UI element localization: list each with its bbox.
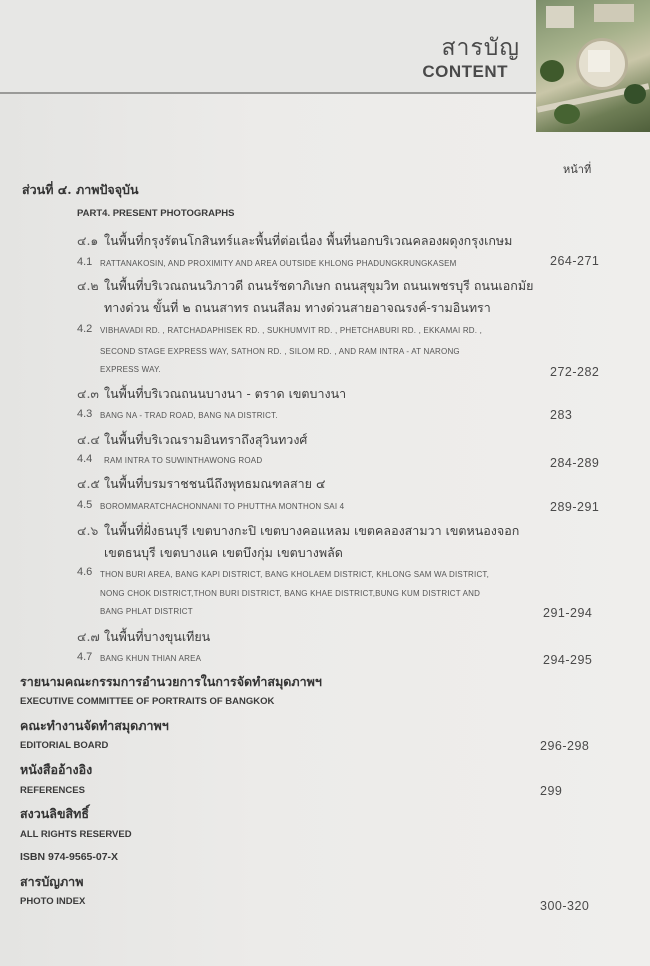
section-title-en: BANG NA - TRAD ROAD, BANG NA DISTRICT. [100,411,278,420]
section-pages: 289-291 [550,500,600,514]
section-number-thai: ๔.๖ [77,523,99,538]
section-title-en-cont: SECOND STAGE EXPRESS WAY, SATHON RD. , SILOM RD. , AND RAM INTRA - AT NARONG [100,347,460,356]
section-title-en-cont: BANG PHLAT DISTRICT [100,607,193,616]
section-title-en-cont: EXPRESS WAY. [100,365,161,374]
section-title-en: BOROMMARATCHACHONNANI TO PHUTTHA MONTHON SAI 4 [100,502,345,511]
aerial-photo [536,0,650,132]
section-title-thai: ในพื้นที่บริเวณถนนบางนา - ตราด เขตบางนา [104,386,347,401]
section-title-thai-cont: ทางด่วน ขั้นที่ ๒ ถนนสาทร ถนนสีลม ทางด่วนสายอาจณรงค์-รามอินทรา [104,300,491,315]
entry-title-thai: สงวนลิขสิทธิ์ [20,806,90,821]
isbn: ISBN 974-9565-07-X [20,851,119,863]
entry-title-thai: คณะทำงานจัดทำสมุดภาพฯ [20,718,169,733]
section-number-en: 4.2 [77,323,93,335]
section-title-thai: ในพื้นที่บริเวณถนนวิภาวดี ถนนรัชดาภิเษก ถนนสุขุมวิท ถนนเพชรบุรี ถนนเอกมัย [104,278,534,293]
section-title-en: RAM INTRA TO SUWINTHAWONG ROAD [104,456,263,465]
part-heading-en: PART4. PRESENT PHOTOGRAPHS [77,208,235,219]
entry-title-en: EXECUTIVE COMMITTEE OF PORTRAITS OF BANGKOK [20,696,275,707]
header-divider [0,92,536,94]
section-pages: 291-294 [543,606,593,620]
entry-title-en: EDITORIAL BOARD [20,740,109,751]
entry-title-en: PHOTO INDEX [20,896,86,907]
section-title-en: THON BURI AREA, BANG KAPI DISTRICT, BANG KHOLAEM DISTRICT, KHLONG SAM WA DISTRICT, [100,570,490,579]
section-pages: 272-282 [550,365,600,379]
section-number-en: 4.3 [77,408,93,420]
section-number-en: 4.7 [77,651,93,663]
section-number-en: 4.1 [77,256,93,268]
entry-title-en: REFERENCES [20,785,85,796]
entry-title-thai: สารบัญภาพ [20,874,84,889]
section-title-thai-cont: เขตธนบุรี เขตบางแค เขตบึงกุ่ม เขตบางพลัด [104,545,343,560]
section-number-thai: ๔.๓ [77,386,99,401]
section-title-en-cont: NONG CHOK DISTRICT,THON BURI DISTRICT, BANG KHAE DISTRICT,BUNG KUM DISTRICT AND [100,589,481,598]
entry-pages: 300-320 [540,899,590,913]
section-number-en: 4.4 [77,453,93,465]
page-title-thai: สารบัญ [441,35,520,61]
entry-pages: 299 [540,784,563,798]
section-title-en: VIBHAVADI RD. , RATCHADAPHISEK RD. , SUKHUMVIT RD. , PHETCHABURI RD. , EKKAMAI RD. , [100,326,483,335]
entry-pages: 296-298 [540,739,590,753]
page-title-en: CONTENT [422,62,508,81]
section-title-thai: ในพื้นที่ฝั่งธนบุรี เขตบางกะปิ เขตบางคอแหลม เขตคลองสามวา เขตหนองจอก [104,523,520,538]
part-heading-thai: ส่วนที่ ๔. ภาพปัจจุบัน [22,182,139,197]
section-title-thai: ในพื้นที่บรมราชชนนีถึงพุทธมณฑลสาย ๔ [104,476,326,491]
section-title-thai: ในพื้นที่บางขุนเทียน [104,629,211,644]
section-title-thai: ในพื้นที่บริเวณรามอินทราถึงสุวินทวงศ์ [104,432,308,447]
section-pages: 284-289 [550,456,600,470]
section-number-thai: ๔.๗ [77,629,100,644]
section-pages: 283 [550,408,573,422]
entry-title-en: ALL RIGHTS RESERVED [20,829,132,840]
section-number-thai: ๔.๑ [77,233,99,248]
section-number-thai: ๔.๕ [77,476,100,491]
page-column-label: หน้าที่ [563,163,592,176]
entry-title-thai: รายนามคณะกรรมการอำนวยการในการจัดทำสมุดภาพฯ [20,674,322,689]
section-title-thai: ในพื้นที่กรุงรัตนโกสินทร์และพื้นที่ต่อเนื่อง พื้นที่นอกบริเวณคลองผดุงกรุงเกษม [104,233,513,248]
section-number-thai: ๔.๔ [77,432,100,447]
section-title-en: RATTANAKOSIN, AND PROXIMITY AND AREA OUTSIDE KHLONG PHADUNGKRUNGKASEM [100,259,457,268]
section-number-en: 4.5 [77,499,93,511]
section-pages: 264-271 [550,254,600,268]
section-number-thai: ๔.๒ [77,278,99,293]
section-pages: 294-295 [543,653,593,667]
entry-title-thai: หนังสืออ้างอิง [20,762,93,777]
section-title-en: BANG KHUN THIAN AREA [100,654,202,663]
section-number-en: 4.6 [77,566,93,578]
